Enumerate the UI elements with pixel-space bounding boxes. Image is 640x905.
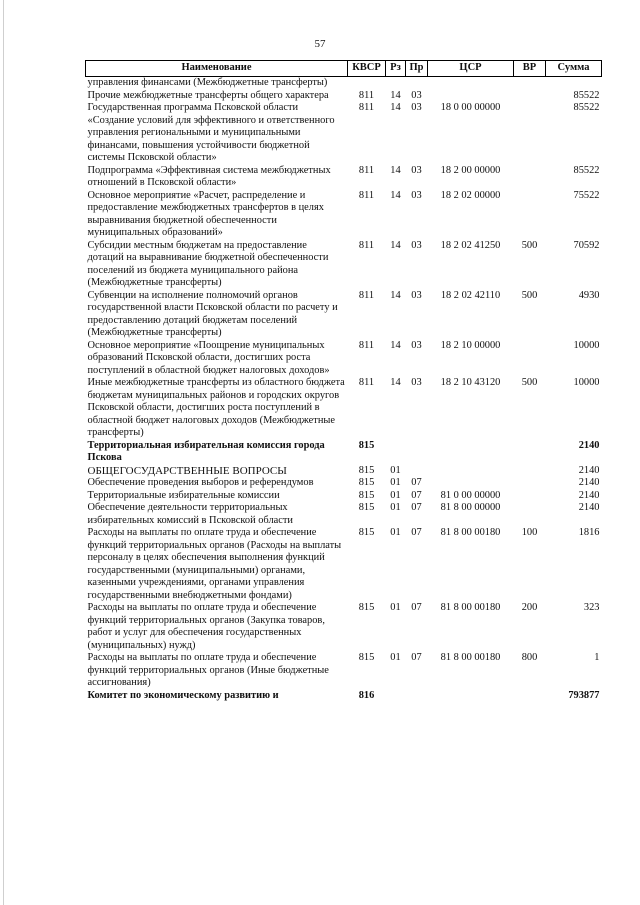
row-csr: 18 2 02 42110 — [440, 289, 501, 301]
row-csr: 18 2 10 43120 — [440, 377, 501, 388]
row-rz: 01 — [390, 489, 401, 501]
row-rz: 01 — [390, 652, 401, 663]
row-name: Субвенции на исполнение полномочий органов государственной власти Псковской области по расчету и предоставлению дотаций бюджетам поселений (Межбюджетные трансферты) — [87, 289, 338, 338]
table-row — [86, 465, 602, 478]
header-kvsr: КВСР — [348, 61, 386, 77]
table-row — [86, 90, 602, 103]
row-pr: 03 — [411, 164, 422, 176]
row-vr: 100 — [521, 527, 538, 538]
row-rz: 01 — [390, 502, 401, 513]
row-pr — [406, 690, 428, 703]
row-kvsr: 811 — [358, 377, 375, 388]
row-name: Иные межбюджетные трансферты из областного бюджета бюджетам муниципальных районов и городских округов Псковской области, достигших роста поступлений в областной бюджет налоговых доходов (Межбюджетные трансферты) — [87, 377, 345, 438]
row-pr: 03 — [411, 89, 422, 101]
row-vr — [514, 502, 546, 527]
row-name: Территориальная избирательная комиссия города Пскова — [87, 439, 325, 463]
table-row — [86, 477, 602, 490]
row-vr: 500 — [521, 377, 538, 388]
row-sum — [546, 77, 602, 90]
row-vr — [514, 477, 546, 490]
row-vr — [514, 690, 546, 703]
row-kvsr: 815 — [358, 489, 375, 501]
row-vr — [514, 190, 546, 240]
row-csr: 81 8 00 00180 — [440, 602, 501, 613]
row-kvsr: 811 — [358, 102, 375, 113]
row-sum: 2140 — [578, 489, 600, 501]
row-pr: 03 — [411, 377, 422, 388]
row-kvsr: 815 — [358, 464, 375, 476]
table-row — [86, 340, 602, 378]
table-header-row — [86, 61, 602, 77]
row-sum: 1816 — [578, 527, 600, 538]
table-row — [86, 602, 602, 652]
table-body — [86, 77, 602, 703]
row-csr — [428, 690, 514, 703]
row-csr: 18 0 00 00000 — [440, 102, 501, 113]
table-row — [86, 240, 602, 290]
row-vr — [514, 90, 546, 103]
table-row — [86, 377, 602, 440]
row-pr — [406, 77, 428, 90]
row-kvsr: 811 — [358, 89, 375, 101]
row-name: Территориальные избирательные комиссии — [87, 489, 280, 501]
row-csr: 18 2 02 00000 — [440, 189, 501, 201]
row-rz: 14 — [390, 339, 401, 351]
row-rz — [386, 77, 406, 90]
row-kvsr: 815 — [358, 502, 375, 513]
row-kvsr: 811 — [358, 339, 375, 351]
row-rz: 14 — [390, 89, 401, 101]
table-row — [86, 102, 602, 165]
row-pr: 03 — [411, 239, 422, 251]
row-pr: 07 — [411, 602, 422, 613]
row-csr — [428, 477, 514, 490]
row-rz: 14 — [390, 164, 401, 176]
table-row — [86, 652, 602, 690]
row-pr: 03 — [411, 189, 422, 201]
row-csr: 81 8 00 00180 — [440, 652, 501, 663]
row-csr — [428, 440, 514, 465]
table-row — [86, 440, 602, 465]
row-sum: 75522 — [573, 189, 600, 201]
row-rz: 01 — [390, 477, 401, 488]
row-name: управления финансами (Межбюджетные трансферты) — [87, 77, 328, 88]
row-kvsr: 815 — [358, 477, 375, 488]
row-csr: 18 2 02 41250 — [440, 239, 501, 251]
row-csr: 18 2 00 00000 — [440, 164, 501, 176]
row-sum: 85522 — [573, 164, 600, 176]
row-name: Государственная программа Псковской области «Создание условий для эффективного и ответственного управления региональными и муниципальными финансами, повышения устойчивости бюджетной системы Псковской области» — [87, 102, 335, 163]
row-rz: 14 — [390, 377, 401, 388]
table-row — [86, 527, 602, 602]
row-vr — [514, 465, 546, 478]
row-pr: 03 — [411, 102, 422, 113]
row-vr: 500 — [521, 239, 538, 251]
table-row — [86, 490, 602, 503]
row-kvsr: 815 — [358, 527, 375, 538]
row-sum: 2140 — [578, 477, 600, 488]
row-csr — [428, 465, 514, 478]
row-rz — [386, 440, 406, 465]
row-kvsr: 811 — [358, 164, 375, 176]
row-csr: 81 8 00 00000 — [440, 502, 501, 513]
row-kvsr: 811 — [358, 289, 375, 301]
row-kvsr — [348, 77, 386, 90]
page-number: 57 — [314, 38, 326, 50]
row-pr: 07 — [411, 477, 422, 488]
header-pr: Пр — [406, 61, 428, 77]
row-kvsr: 811 — [358, 239, 375, 251]
row-kvsr: 815 — [358, 652, 375, 663]
row-sum: 70592 — [573, 239, 600, 251]
row-sum: 1 — [594, 652, 600, 663]
row-vr: 200 — [521, 602, 538, 613]
row-name: Обеспечение деятельности территориальных избирательных комиссий в Псковской области — [87, 502, 293, 526]
row-sum: 2140 — [578, 439, 600, 451]
row-name: Расходы на выплаты по оплате труда и обеспечение функций территориальных органов (Иные бюджетные ассигнования) — [87, 652, 329, 688]
table-row — [86, 190, 602, 240]
row-name: Расходы на выплаты по оплате труда и обеспечение функций территориальных органов (Расходы на выплаты персоналу в целях обеспечения выполнения функций государственными (муниципальными) органами, казенными учреждениями, органами управления государственными внебюджетными фондами) — [87, 527, 342, 601]
row-name: Прочие межбюджетные трансферты общего характера — [87, 89, 329, 101]
row-rz: 01 — [390, 464, 401, 476]
row-sum: 85522 — [573, 89, 600, 101]
row-vr — [514, 490, 546, 503]
header-sum: Сумма — [546, 61, 602, 77]
row-name: Подпрограмма «Эффективная система межбюджетных отношений в Псковской области» — [87, 164, 331, 188]
scan-edge — [3, 0, 4, 905]
row-csr: 18 2 10 00000 — [440, 339, 501, 351]
row-sum: 85522 — [573, 102, 600, 113]
row-rz — [386, 690, 406, 703]
row-rz: 14 — [390, 189, 401, 201]
row-vr: 500 — [521, 289, 538, 301]
row-sum: 10000 — [573, 339, 600, 351]
row-vr — [514, 77, 546, 90]
row-kvsr: 815 — [358, 439, 375, 451]
row-rz: 01 — [390, 527, 401, 538]
header-name: Наименование — [86, 61, 348, 77]
row-pr: 07 — [411, 489, 422, 501]
row-name: Обеспечение проведения выборов и референдумов — [87, 477, 314, 488]
row-vr — [514, 165, 546, 190]
row-rz: 14 — [390, 239, 401, 251]
table-row — [86, 690, 602, 703]
budget-table — [85, 60, 602, 702]
row-sum: 2140 — [578, 502, 600, 513]
table-row — [86, 77, 602, 90]
row-name: Основное мероприятие «Расчет, распределение и предоставление межбюджетных трансфертов в целях выравнивания бюджетной обеспеченности муниципальных образований» — [87, 189, 324, 238]
header-vr: ВР — [514, 61, 546, 77]
row-name: ОБЩЕГОСУДАРСТВЕННЫЕ ВОПРОСЫ — [87, 464, 287, 477]
row-pr: 07 — [411, 527, 422, 538]
row-vr — [514, 440, 546, 465]
row-name: Субсидии местным бюджетам на предоставление дотаций на выравнивание бюджетной обеспеченности поселений из бюджета муниципального района (Межбюджетные трансферты) — [87, 239, 329, 288]
row-rz: 14 — [390, 102, 401, 113]
row-sum: 2140 — [578, 464, 600, 476]
row-csr — [428, 77, 514, 90]
row-name: Расходы на выплаты по оплате труда и обеспечение функций территориальных органов (Закупка товаров, работ и услуг для обеспечения государственных (муниципальных) нужд) — [87, 602, 325, 651]
row-kvsr: 816 — [358, 689, 375, 701]
header-rz: Рз — [386, 61, 406, 77]
row-sum: 4930 — [578, 289, 600, 301]
row-sum: 10000 — [573, 377, 600, 388]
row-csr: 81 8 00 00180 — [440, 527, 501, 538]
row-pr — [406, 465, 428, 478]
row-pr — [406, 440, 428, 465]
row-sum: 793877 — [568, 689, 600, 701]
row-vr — [514, 102, 546, 165]
table-row — [86, 290, 602, 340]
row-rz: 01 — [390, 602, 401, 613]
row-pr: 07 — [411, 502, 422, 513]
row-rz: 14 — [390, 289, 401, 301]
row-pr: 07 — [411, 652, 422, 663]
table-row — [86, 165, 602, 190]
row-csr — [428, 90, 514, 103]
row-kvsr: 811 — [358, 189, 375, 201]
row-vr — [514, 340, 546, 378]
header-csr: ЦСР — [428, 61, 514, 77]
row-csr: 81 0 00 00000 — [440, 489, 501, 501]
row-pr: 03 — [411, 339, 422, 351]
row-sum: 323 — [583, 602, 600, 613]
row-name: Основное мероприятие «Поощрение муниципальных образований Псковской области, достигших роста поступлений в областной бюджет налоговых доходов» — [87, 339, 330, 376]
row-kvsr: 815 — [358, 602, 375, 613]
row-pr: 03 — [411, 289, 422, 301]
row-vr: 800 — [521, 652, 538, 663]
table-row — [86, 502, 602, 527]
row-name: Комитет по экономическому развитию и — [87, 689, 279, 701]
